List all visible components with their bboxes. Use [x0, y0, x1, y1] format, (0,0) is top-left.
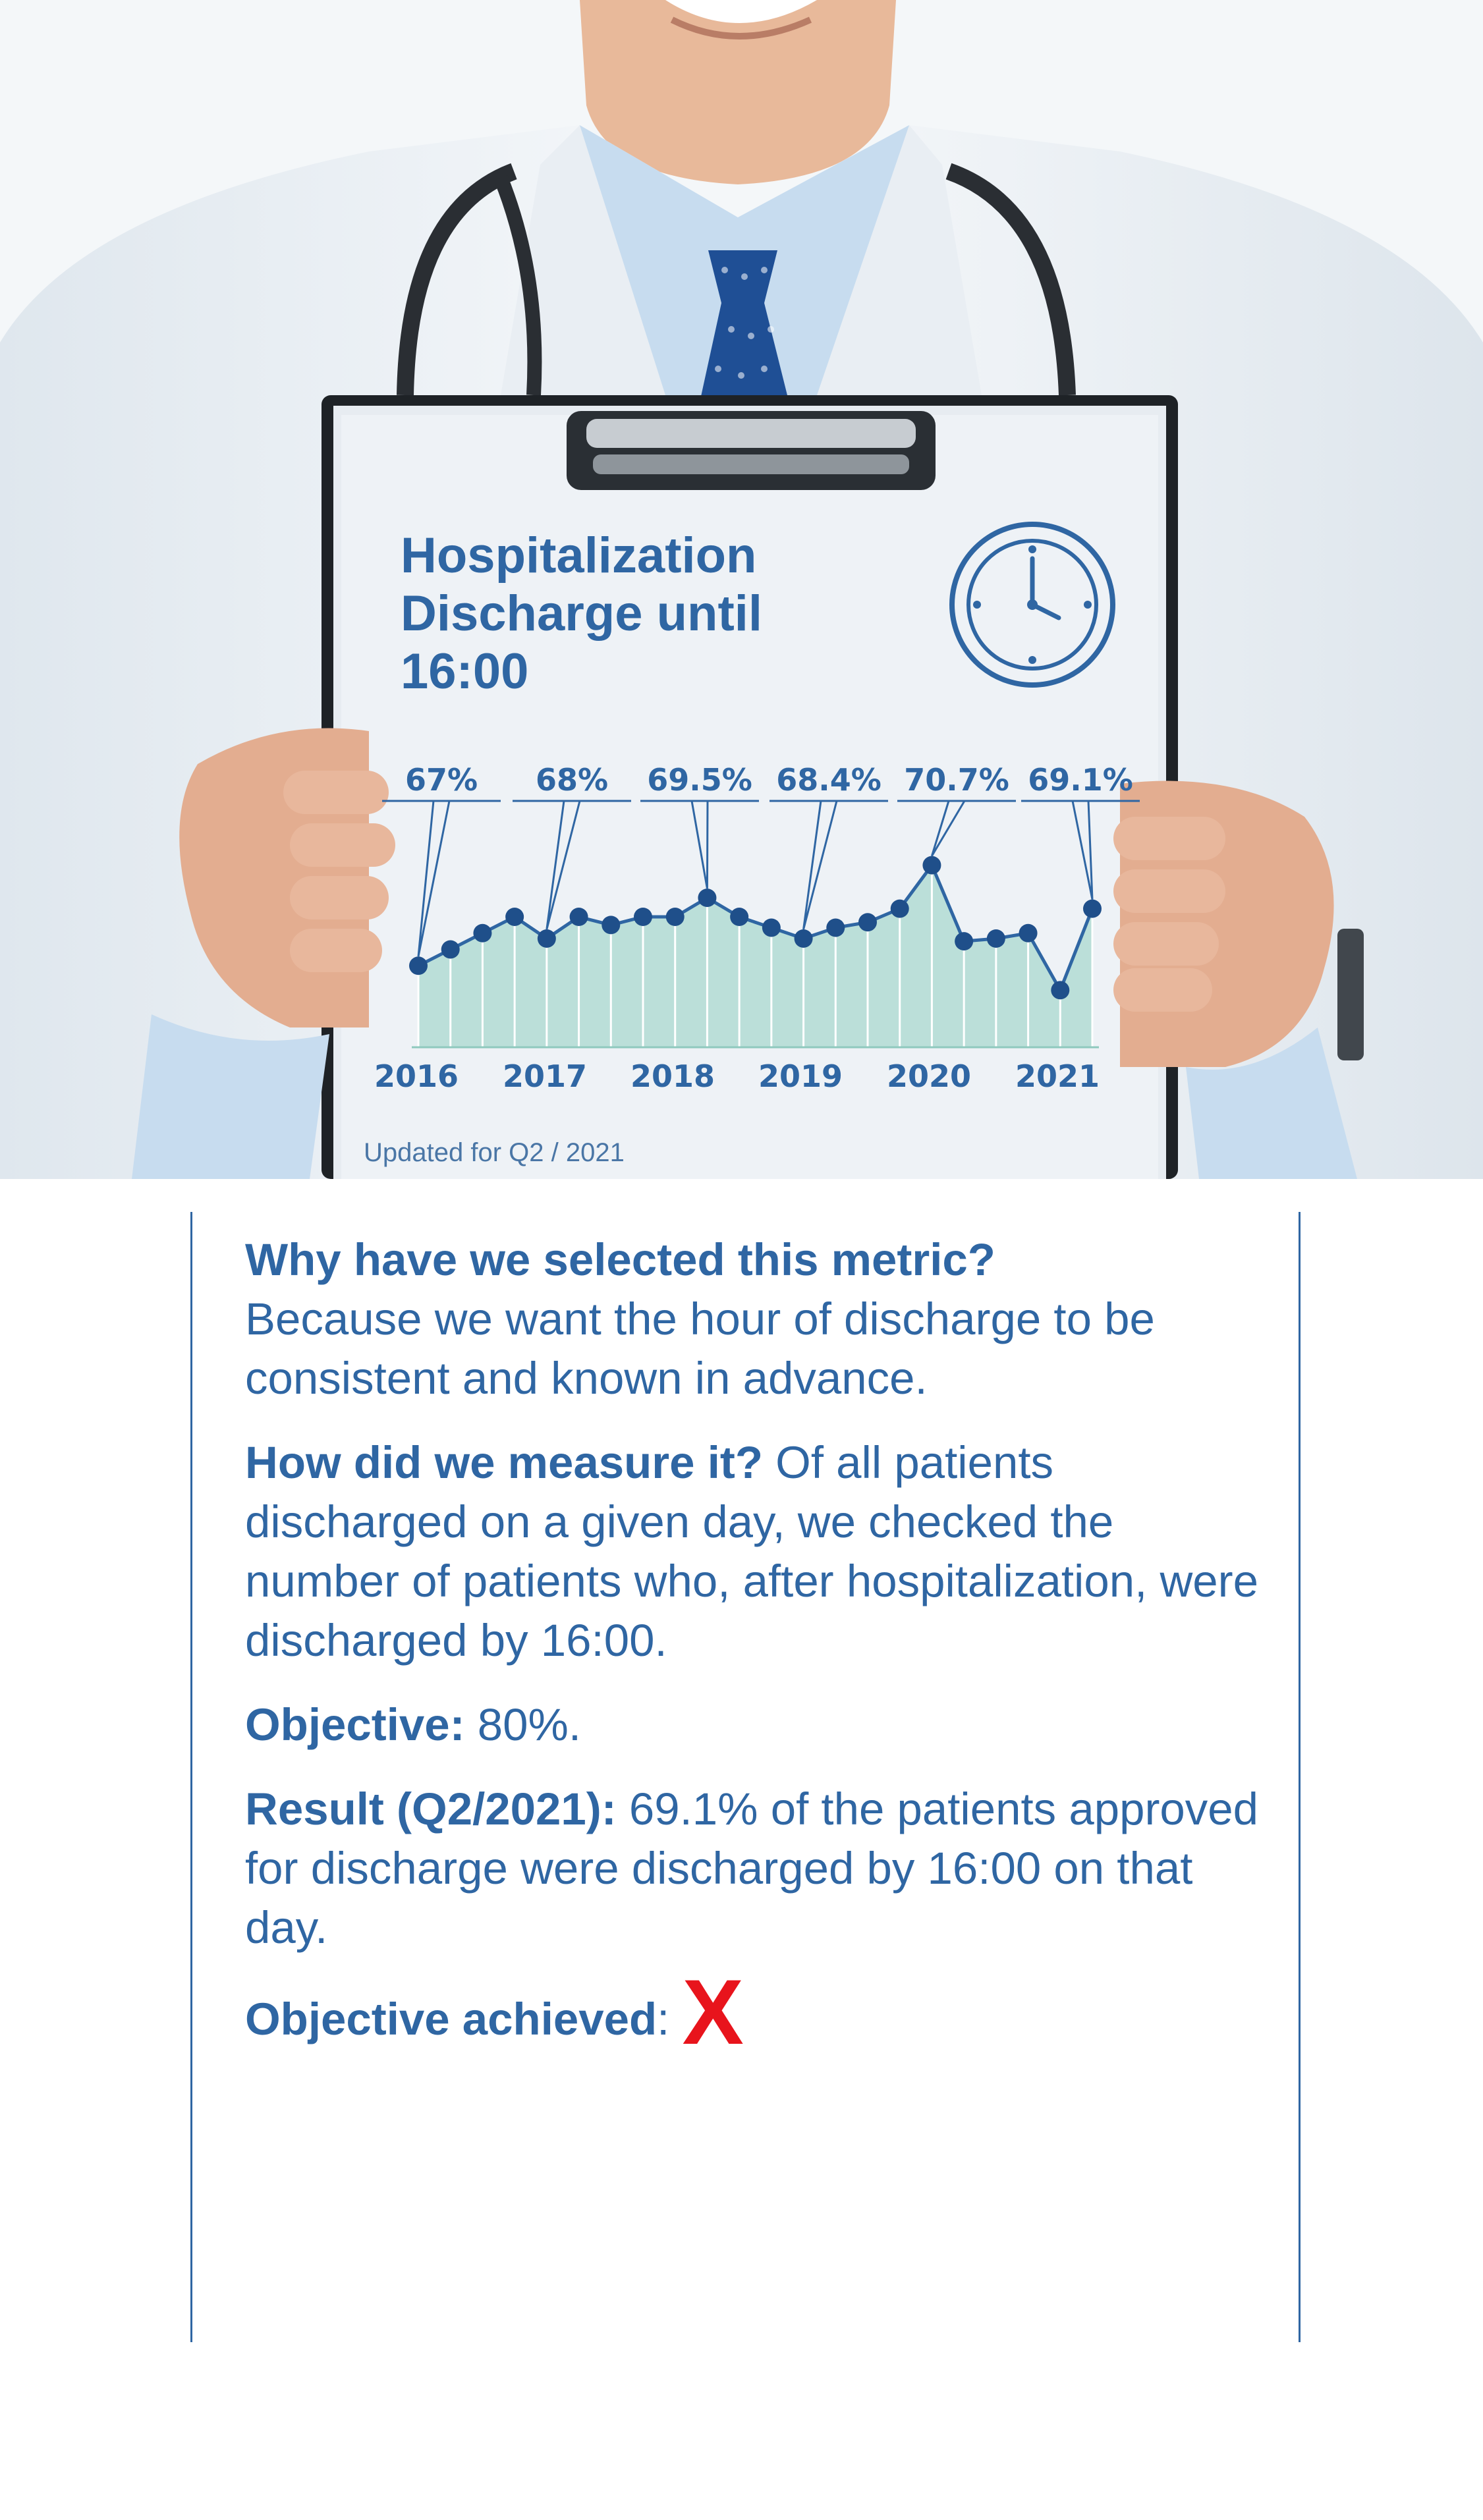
- metric-description: [245, 1230, 1273, 2074]
- result-label: Result (Q2/2021):: [245, 1784, 617, 1834]
- updated-note: Updated for Q2 / 2021: [364, 1138, 625, 1167]
- data-point: [698, 889, 716, 907]
- x-tick-label: 2019: [758, 1058, 843, 1094]
- doctor-photo: [0, 0, 1483, 1179]
- data-point: [826, 919, 845, 937]
- data-point: [634, 908, 652, 926]
- data-point: [955, 932, 973, 950]
- how-body: Of all patients discharged on a given day, we checked the number of patients who, after hospitalization, were discharged by 16:00.: [245, 1437, 1259, 1666]
- how-heading: How did we measure it?: [245, 1437, 763, 1488]
- result-paragraph: [245, 1780, 1273, 1958]
- data-point: [1051, 981, 1069, 999]
- why-body: Because we want the hour of discharge to be consistent and known in advance.: [245, 1294, 1155, 1404]
- objective-value: 80%.: [477, 1699, 582, 1750]
- data-point: [762, 919, 781, 937]
- data-point: [473, 924, 491, 943]
- achieved-paragraph: [245, 1960, 1273, 2064]
- annotation-label: 69.1%: [1028, 762, 1133, 798]
- annotation-label: 68%: [535, 762, 609, 798]
- x-tick-label: 2017: [502, 1058, 588, 1094]
- not-achieved-x-icon: X: [682, 1960, 744, 2064]
- achieved-colon: :: [657, 1994, 670, 2044]
- data-point: [730, 908, 748, 926]
- data-point: [505, 908, 524, 926]
- data-point: [922, 856, 941, 875]
- data-point: [570, 908, 588, 926]
- objective-label: Objective:: [245, 1699, 465, 1750]
- why-paragraph: [245, 1230, 1273, 1408]
- data-point: [987, 929, 1005, 948]
- data-point: [795, 929, 813, 948]
- result-body: 69.1% of the patients approved for discharge were discharged by 16:00 on that day.: [245, 1784, 1259, 1953]
- data-point: [602, 916, 620, 934]
- x-tick-label: 2021: [1015, 1058, 1100, 1094]
- x-tick-label: 2016: [374, 1058, 459, 1094]
- annotation-label: 70.7%: [904, 762, 1009, 798]
- objective-paragraph: [245, 1695, 1273, 1755]
- clock-icon: [952, 524, 1113, 685]
- data-point: [858, 913, 877, 931]
- how-paragraph: [245, 1433, 1273, 1670]
- annotation-label: 69.5%: [647, 762, 752, 798]
- data-point: [1083, 900, 1102, 918]
- data-point: [538, 929, 556, 948]
- chart-title-line-3: 16:00: [401, 644, 529, 699]
- annotation-label: 67%: [405, 762, 478, 798]
- chart-title-line-2: Discharge until: [401, 586, 762, 642]
- data-point: [441, 941, 460, 959]
- data-point: [666, 908, 685, 926]
- data-point: [409, 956, 428, 975]
- data-point: [891, 900, 909, 918]
- left-divider: [190, 1212, 192, 2342]
- chart-title-line-1: Hospitalization: [401, 528, 757, 584]
- annotation-label: 68.4%: [776, 762, 881, 798]
- x-tick-label: 2020: [886, 1058, 972, 1094]
- right-divider: [1299, 1212, 1301, 2342]
- data-point: [1019, 924, 1038, 943]
- x-tick-label: 2018: [630, 1058, 715, 1094]
- why-heading: Why have we selected this metric?: [245, 1234, 995, 1285]
- achieved-label: Objective achieved: [245, 1994, 658, 2044]
- chart-title: [401, 527, 901, 701]
